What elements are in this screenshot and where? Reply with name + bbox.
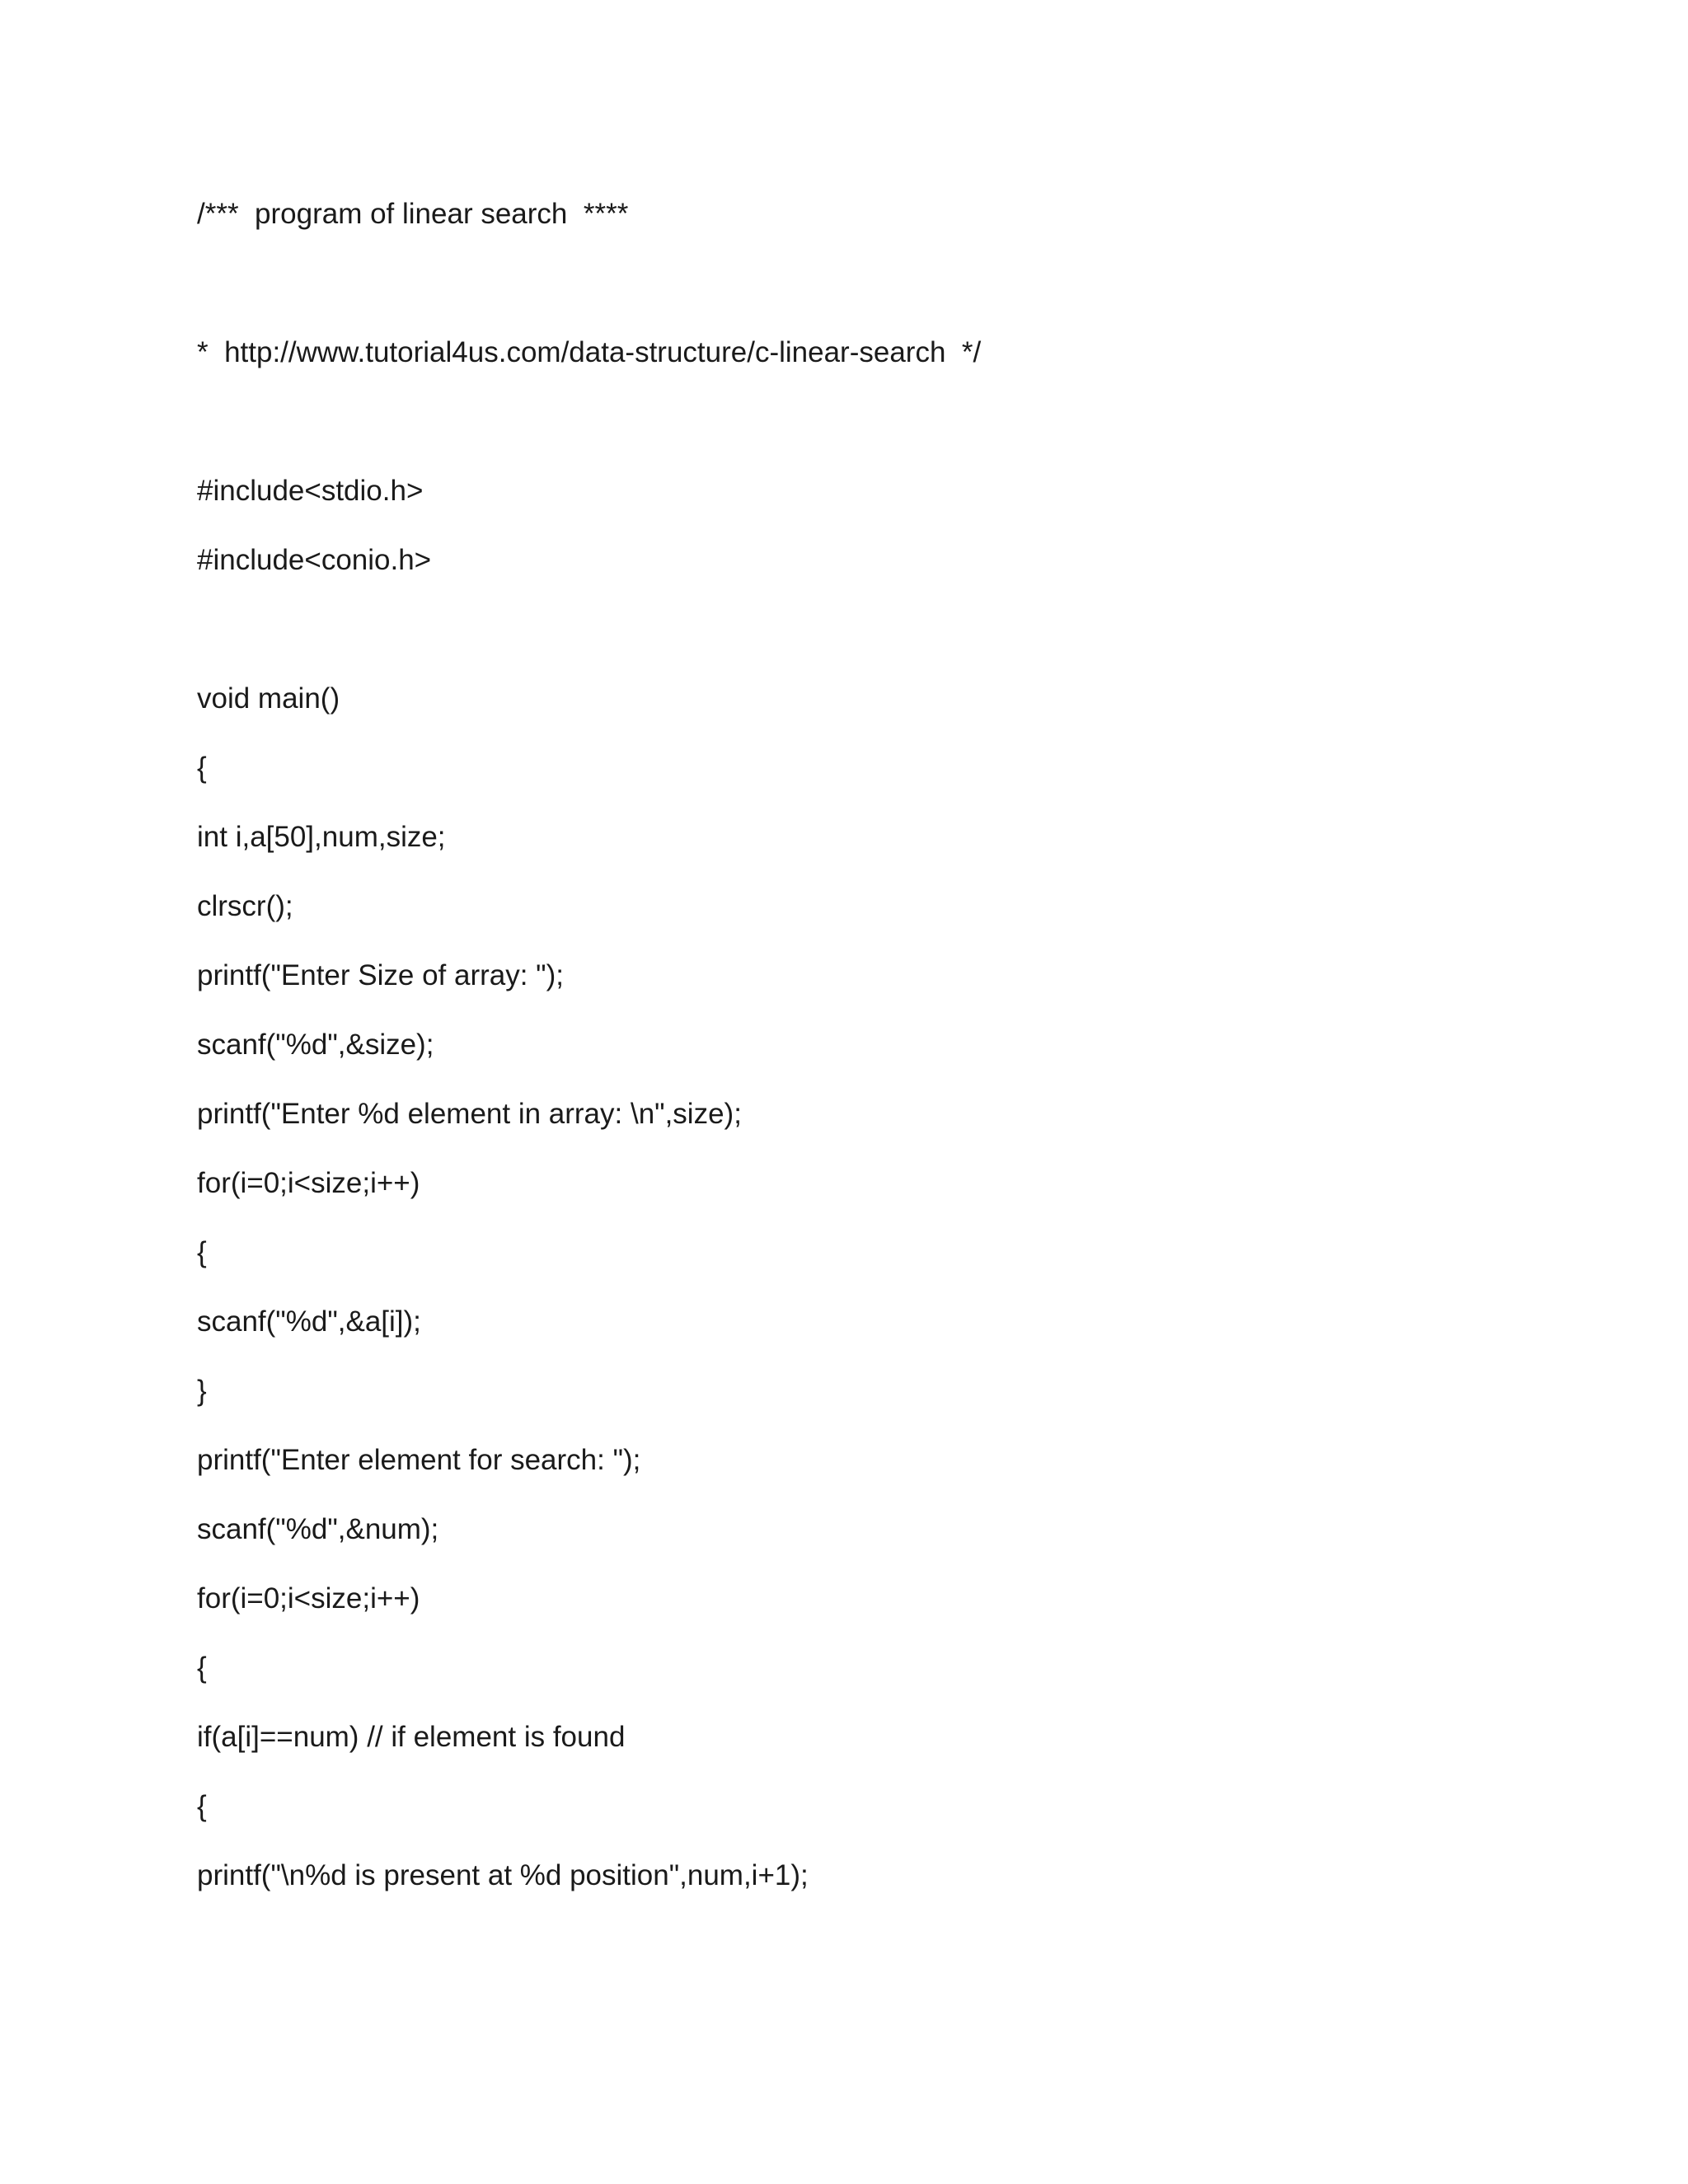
code-line: printf("\n%d is present at %d position",num,i+1); [197,1859,809,1891]
code-line: } [197,1375,207,1407]
code-line: #include<conio.h> [197,544,432,576]
code-line: printf("Enter %d element in array: \n",size); [197,1098,742,1130]
code-line: { [197,1790,207,1822]
code-line: { [197,1236,207,1268]
code-line: for(i=0;i<size;i++) [197,1167,420,1199]
code-line: printf("Enter element for search: "); [197,1444,641,1476]
code-line: for(i=0;i<size;i++) [197,1582,420,1615]
code-line: scanf("%d",&a[i]); [197,1305,421,1338]
code-line: scanf("%d",&size); [197,1029,434,1061]
code-line: #include<stdio.h> [197,475,424,507]
code-line: void main() [197,682,340,715]
code-line: { [197,752,207,784]
code-line: int i,a[50],num,size; [197,821,446,853]
code-line: scanf("%d",&num); [197,1513,439,1545]
code-line: * http://www.tutorial4us.com/data-structure/c-linear-search */ [197,336,982,368]
code-line: printf("Enter Size of array: "); [197,959,564,991]
code-line: if(a[i]==num) // if element is found [197,1721,626,1753]
code-line: clrscr(); [197,890,293,922]
code-line: { [197,1652,207,1684]
code-line: /*** program of linear search **** [197,198,629,230]
